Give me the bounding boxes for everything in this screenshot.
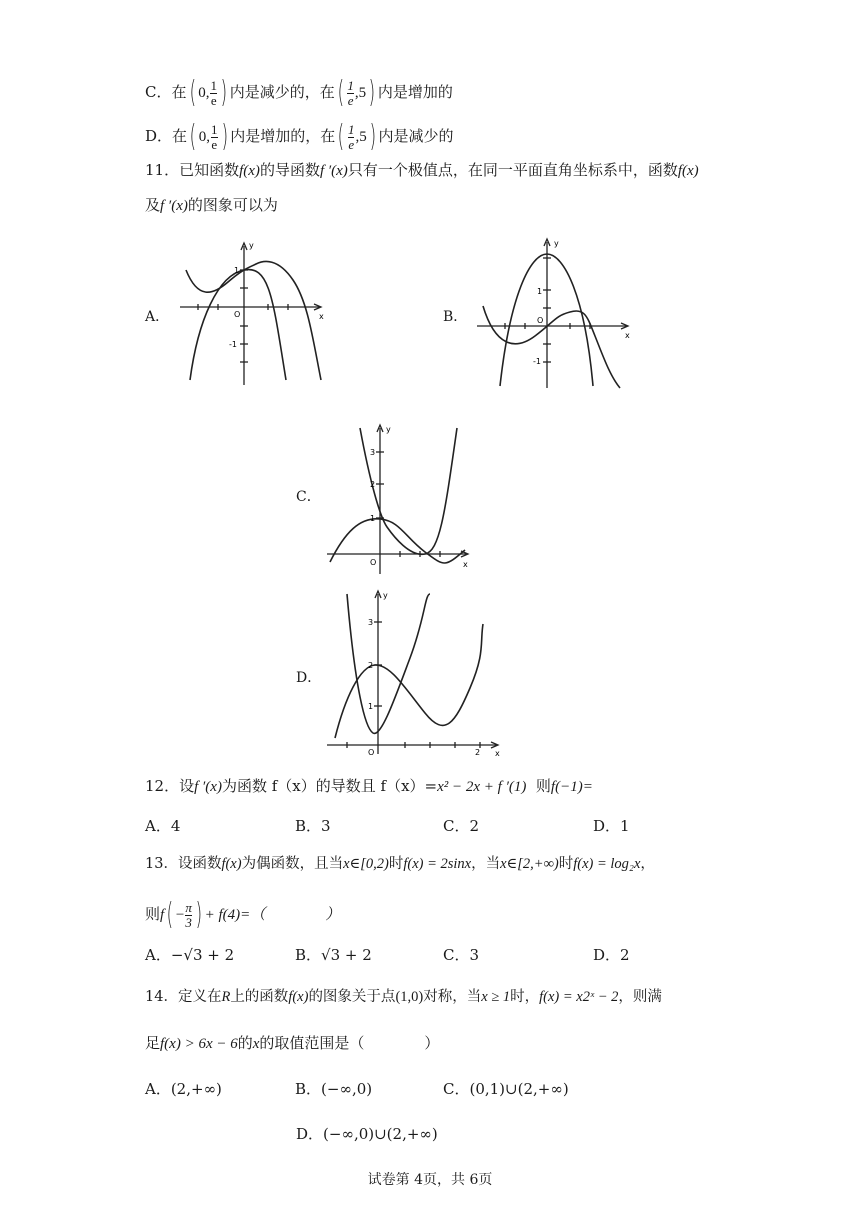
q12-option-b: B．3 — [295, 817, 331, 835]
tick-label: -1 — [533, 357, 541, 366]
text: 内是减少的，在 — [229, 83, 335, 101]
q13-option-b: B．√3 + 2 — [295, 946, 372, 964]
math: f ′(x) — [319, 163, 348, 179]
x-label: x — [625, 331, 630, 340]
q12-option-a: A．4 — [145, 817, 181, 835]
y-label: y — [554, 239, 559, 248]
denominator: 3 — [185, 914, 192, 930]
q13-option-a: A．−√3 + 2 — [145, 946, 235, 964]
q14-option-c: C．(0,1)∪(2,+∞) — [443, 1080, 569, 1098]
q14-stem-line1 — [145, 990, 662, 1005]
math: (1,0) — [395, 989, 424, 1005]
math: f — [160, 907, 165, 923]
graph-c — [325, 422, 475, 577]
tick-label: 1 — [368, 702, 374, 711]
math: f ′(x) — [160, 198, 188, 214]
fraction — [211, 123, 218, 151]
interval-hi: ,5 — [355, 129, 367, 145]
numerator: 1 — [347, 121, 355, 137]
text: 时， — [510, 989, 540, 1005]
numerator: 1 — [211, 121, 218, 137]
text: 定义在 — [177, 989, 222, 1005]
text: ，当 — [471, 856, 501, 872]
q11-option-a-label: A． — [145, 309, 170, 325]
y-label: y — [383, 591, 388, 600]
text: 已知函数 — [179, 161, 240, 179]
tick-label: 3 — [368, 618, 374, 627]
q14-option-d: D．(−∞,0)∪(2,+∞) — [296, 1125, 438, 1143]
q12-stem — [145, 779, 593, 795]
math: x∈[2,+∞) — [500, 856, 559, 872]
text: ， — [640, 856, 655, 872]
text: 及 — [145, 196, 161, 214]
fraction — [348, 123, 355, 151]
y-label: y — [249, 241, 254, 250]
option-label: D． — [145, 127, 173, 145]
math: f(x) = 2sinx — [403, 856, 472, 872]
tick-label: 1 — [234, 266, 240, 275]
fraction — [347, 79, 354, 107]
text: 的 — [237, 1034, 253, 1052]
text: 内是增加的 — [377, 83, 453, 101]
q10-option-d: D．在( 0, $\frac{1}{e}$ ) 内是增加的，在( $\frac{1}{e}$ ,5) 内是减少的 — [145, 119, 454, 154]
text: 只有一个极值点，在同一平面直角坐标系中，函数 — [347, 161, 678, 179]
math: x ≥ 1 — [481, 989, 511, 1005]
curve-f — [335, 624, 483, 738]
text: 足 — [145, 1034, 161, 1052]
q13-option-c: C．3 — [443, 946, 480, 964]
q13-option-d: D．2 — [593, 946, 630, 964]
x-label: x — [463, 560, 468, 569]
q11-option-c-label: C． — [296, 489, 321, 505]
math: f(x) = x2ˣ − 2 — [539, 989, 619, 1005]
q13-stem-line2: 则f( − $\frac{\pi}{3}$ ) + f(4)=（ ） — [145, 897, 341, 932]
fraction — [185, 901, 192, 929]
page-footer: 试卷第 4页，共 6页 — [367, 1172, 493, 1188]
text: 的取值范围是（ ） — [259, 1034, 440, 1052]
text: ，则满 — [618, 989, 662, 1005]
origin-label: O — [537, 316, 544, 325]
interval-lo: 0, — [198, 129, 211, 145]
math: f ′(x) — [194, 779, 222, 795]
tick-label: 2 — [475, 748, 481, 757]
q14-stem-line2 — [145, 1036, 439, 1052]
text: 的图象关于点 — [308, 989, 396, 1005]
math: x∈[0,2) — [343, 856, 389, 872]
q12-option-c: C．2 — [443, 817, 480, 835]
curve-f — [360, 428, 457, 554]
y-label: y — [386, 425, 391, 434]
tick-label: -1 — [229, 340, 237, 349]
interval-lo: 0, — [198, 85, 210, 101]
q14-option-a: A．(2,+∞) — [145, 1080, 222, 1098]
graph-b — [475, 236, 635, 391]
text: 的图象可以为 — [187, 196, 278, 214]
q14-option-b: B．(−∞,0) — [295, 1080, 373, 1098]
math: R — [221, 989, 231, 1005]
math: x — [252, 1036, 260, 1052]
text: 内是增加的，在 — [230, 127, 336, 145]
text: 时 — [558, 856, 574, 872]
math: + f(4)=（ ） — [204, 907, 341, 923]
q12-option-d: D．1 — [593, 817, 630, 835]
math: f(x) — [221, 856, 242, 872]
curve-f — [186, 261, 321, 380]
tick-label: 3 — [370, 448, 376, 457]
math: f(x) — [288, 989, 309, 1005]
math: f(−1)= — [550, 779, 593, 795]
curve-fprime — [190, 270, 286, 380]
denominator: e — [211, 136, 218, 152]
curve-fprime — [347, 594, 430, 733]
numerator: 1 — [347, 77, 354, 93]
interval-hi: ,5 — [354, 85, 367, 101]
x-label: x — [319, 312, 324, 321]
q11-option-d-label: D． — [296, 670, 322, 686]
denominator: e — [347, 92, 354, 108]
tick-label: 1 — [370, 514, 376, 523]
text: 为函数 f（x）的导数且 f（x）= — [221, 777, 438, 795]
math: f(x) = log₂x — [573, 856, 641, 872]
question-number: 14． — [145, 989, 178, 1005]
tick-label: 2 — [368, 661, 374, 670]
math: x² − 2x + f ′(1) — [437, 779, 527, 795]
math: f(x) > 6x − 6 — [160, 1036, 238, 1052]
text: 时 — [388, 856, 404, 872]
text: 在 — [172, 127, 188, 145]
q13-stem-line1 — [145, 857, 655, 872]
option-label: C． — [145, 83, 172, 101]
denominator: e — [210, 92, 217, 108]
text: 对称，当 — [423, 989, 482, 1005]
text: 的导函数 — [259, 161, 320, 179]
graph-d — [325, 588, 505, 758]
origin-label: O — [370, 558, 377, 567]
question-number: 11． — [145, 161, 180, 179]
text: 设函数 — [177, 856, 222, 872]
fraction — [210, 79, 217, 107]
text: 上的函数 — [230, 989, 289, 1005]
origin-label: O — [368, 748, 375, 757]
question-number: 13． — [145, 856, 178, 872]
origin-label: O — [234, 310, 241, 319]
q11-option-b-label: B． — [443, 309, 468, 325]
text: 内是减少的 — [378, 127, 454, 145]
q10-option-c: C．在( 0, $\frac{1}{e}$ ) 内是减少的，在( $\frac{1}{e}$ ,5) 内是增加的 — [145, 75, 453, 110]
denominator: e — [348, 136, 355, 152]
numerator: 1 — [210, 77, 217, 93]
text: 则 — [535, 777, 551, 795]
question-number: 12． — [145, 777, 180, 795]
q11-stem-line2 — [145, 198, 278, 214]
x-label: x — [495, 749, 500, 758]
text: 在 — [171, 83, 187, 101]
text: 则 — [145, 905, 161, 923]
text: 设 — [179, 777, 195, 795]
math: f(x) — [239, 163, 260, 179]
graph-a — [178, 240, 328, 390]
text: 为偶函数，且当 — [241, 856, 344, 872]
math: f(x) — [677, 163, 699, 179]
tick-label: 1 — [537, 287, 543, 296]
q11-stem-line1 — [145, 163, 699, 179]
tick-label: 2 — [370, 480, 376, 489]
curve-f — [483, 306, 620, 388]
numerator: π — [185, 899, 192, 915]
